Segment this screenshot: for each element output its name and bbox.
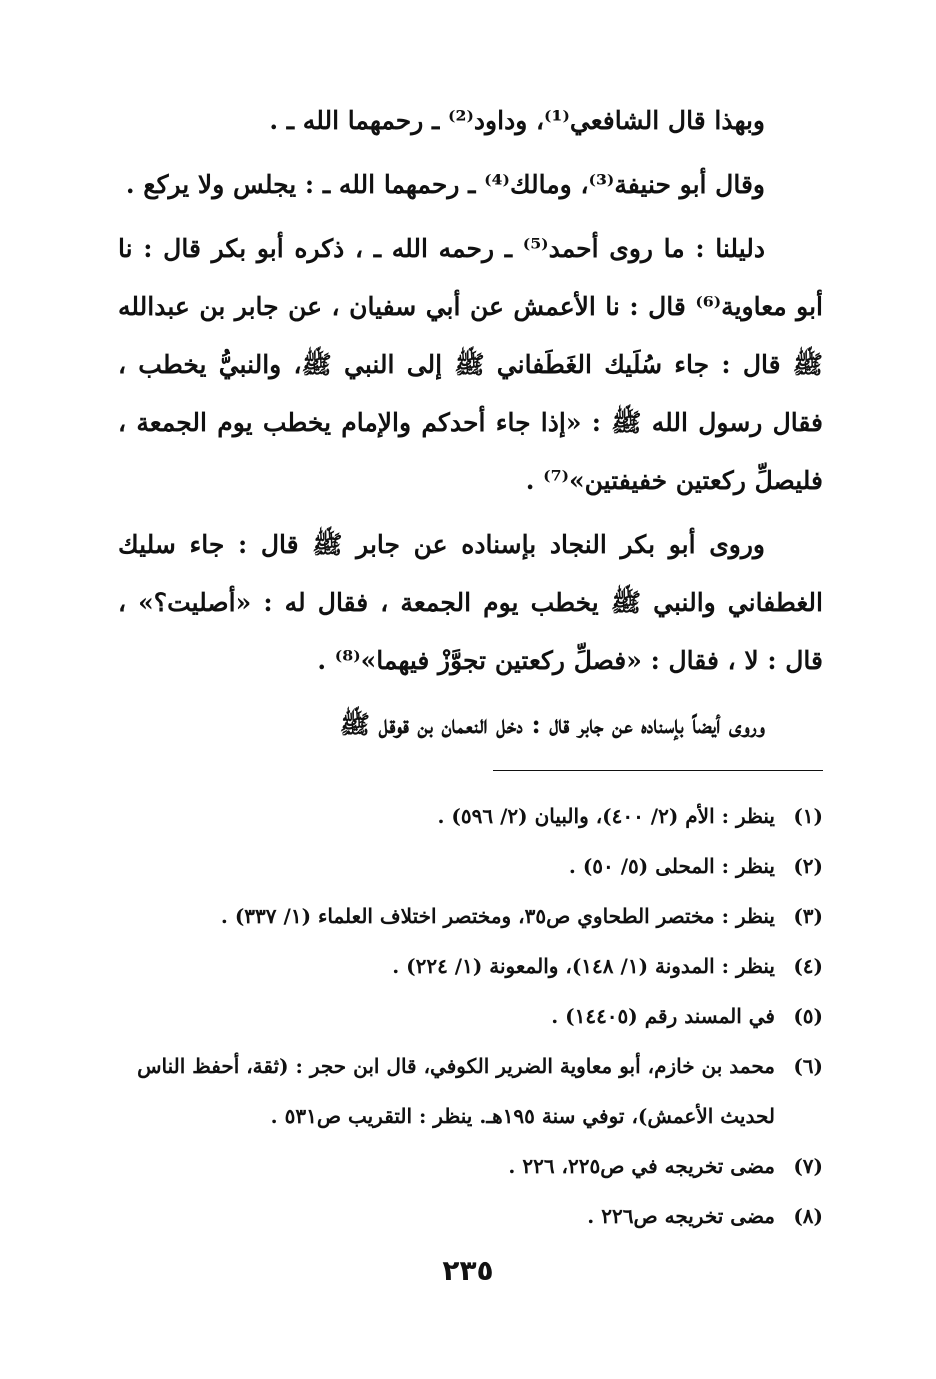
footnote-number: (٣) bbox=[793, 904, 823, 928]
footnotes bbox=[118, 791, 823, 1241]
footnote-item bbox=[118, 941, 823, 991]
footnote-text: ينظر : مختصر الطحاوي ص٣٥، ومختصر اختلاف العلماء (١/ ٣٣٧) . bbox=[220, 904, 775, 928]
footnote-text: ينظر : الأم (٢/ ٤٠٠)، والبيان (٢/ ٥٩٦) . bbox=[437, 804, 775, 828]
footnote-item bbox=[118, 1191, 823, 1241]
footnote-number: (٤) bbox=[793, 954, 823, 978]
paragraph-abu-hanifa: وقال أبو حنيفة⁽³⁾، ومالك⁽⁴⁾ ـ رحمهما الله ـ : يجلس ولا يركع . bbox=[125, 170, 765, 199]
footnote-text: مضى تخريجه في ص٢٢٥، ٢٢٦ . bbox=[508, 1154, 775, 1178]
paragraph-evidence-ahmad: دليلنا : ما روى أحمد⁽⁵⁾ ـ رحمه الله ـ ، ذكره أبو بكر قال : نا أبو معاوية⁽⁶⁾ قال : نا الأعمش عن أبي سفيان ، عن جابر بن عبدالله ﷺ قال : جاء سُلَيك الغَطَفاني ﷺ إلى النبي ﷺ، والنبيُّ يخطب ، فقال رسول الله ﷺ : «إذا جاء أحدكم والإمام يخطب يوم الجمعة ، فليصلِّ ركعتين خفيفتين»⁽⁷⁾ . bbox=[118, 234, 823, 495]
footnote-item bbox=[118, 791, 823, 841]
footnote-item bbox=[118, 1141, 823, 1191]
footnote-number: (٢) bbox=[793, 854, 823, 878]
footnote-text: في المسند رقم (١٤٤٠٥) . bbox=[551, 1004, 775, 1028]
footnote-text: ينظر : المدونة (١/ ١٤٨)، والمعونة (١/ ٢٢٤) . bbox=[392, 954, 775, 978]
page-body bbox=[118, 92, 823, 1241]
footnote-number: (٧) bbox=[793, 1154, 823, 1178]
footnote-text: محمد بن خازم، أبو معاوية الضرير الكوفي، قال ابن حجر : (ثقة، أحفظ الناس لحديث الأعمش)، توفي سنة ١٩٥هـ. ينظر : التقريب ص٥٣١ . bbox=[137, 1054, 775, 1128]
footnote-divider bbox=[493, 770, 823, 771]
footnote-number: (٨) bbox=[793, 1204, 823, 1228]
footnote-number: (٦) bbox=[793, 1054, 823, 1078]
page-number: ٢٣٥ bbox=[442, 1254, 494, 1287]
paragraph-najjad: وروى أبو بكر النجاد بإسناده عن جابر ﷺ قال : جاء سليك الغطفاني والنبي ﷺ يخطب يوم الجمعة ، فقال له : «أصليت؟» ، قال : لا ، فقال : «فصلِّ ركعتين تجوَّزْ فيهما»⁽⁸⁾ . bbox=[118, 530, 823, 675]
footnote-item bbox=[118, 1041, 823, 1141]
footnote-text: مضى تخريجه ص٢٢٦ . bbox=[587, 1204, 775, 1228]
footnote-item bbox=[118, 891, 823, 941]
footnote-number: (٥) bbox=[793, 1004, 823, 1028]
paragraph-numan: وروى أيضاً بإسناده عن جابر قال : دخل النعمان بن قوقل ﷺ bbox=[339, 710, 765, 739]
footnote-item bbox=[118, 841, 823, 891]
paragraph-shafii: وبهذا قال الشافعي⁽¹⁾، وداود⁽²⁾ ـ رحمهما الله ـ . bbox=[269, 106, 765, 135]
footnote-number: (١) bbox=[793, 804, 823, 828]
main-text bbox=[118, 92, 823, 754]
footnote-text: ينظر : المحلى (٥/ ٥٠) . bbox=[568, 854, 775, 878]
footnote-item bbox=[118, 991, 823, 1041]
